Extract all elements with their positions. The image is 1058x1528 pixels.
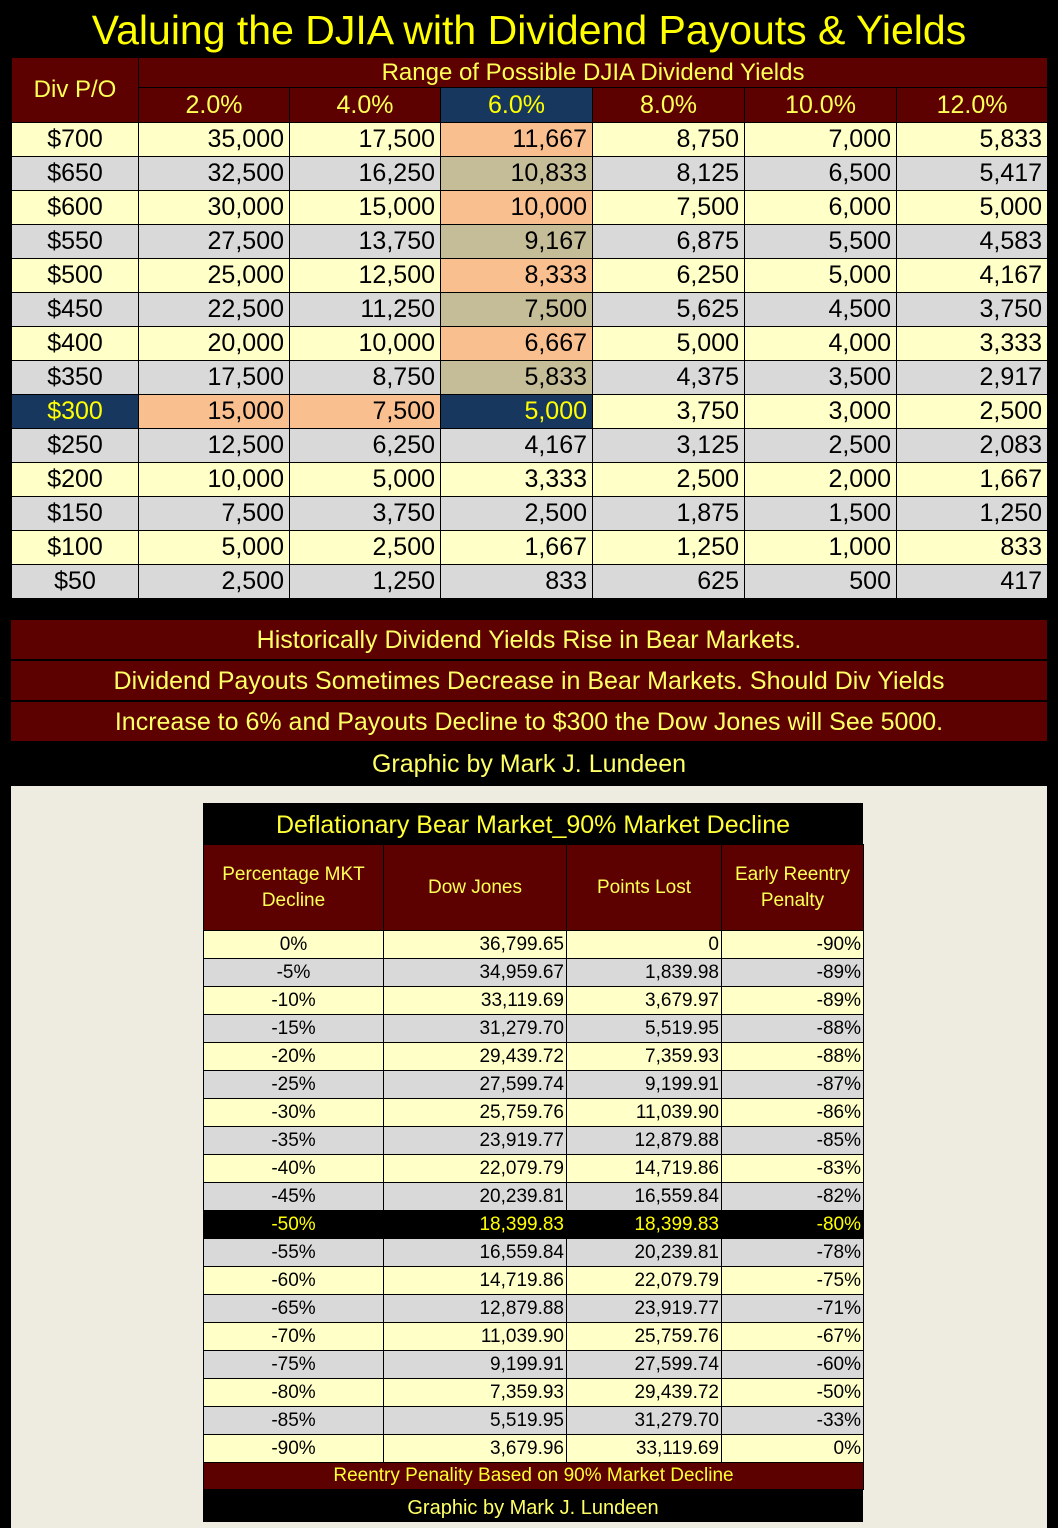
page-title: Valuing the DJIA with Dividend Payouts & Yields: [91, 7, 967, 53]
decline-pct-cell: -55%: [204, 1239, 384, 1267]
payout-cell: $50: [12, 565, 139, 599]
value-cell: 2,500: [139, 565, 290, 599]
value-cell: 2,917: [897, 361, 1048, 395]
value-cell: 2,000: [745, 463, 897, 497]
value-cell: 3,750: [897, 293, 1048, 327]
dow-value-cell: 5,519.95: [384, 1407, 567, 1435]
value-cell: 6,250: [593, 259, 745, 293]
table-row: [12, 225, 1048, 259]
column-header: Points Lost: [567, 845, 722, 931]
decline-pct-cell: -40%: [204, 1155, 384, 1183]
value-cell: 7,500: [593, 191, 745, 225]
value-cell: 5,417: [897, 157, 1048, 191]
penalty-cell: -33%: [722, 1407, 864, 1435]
table-row: [204, 1239, 864, 1267]
table-footer-row: [204, 1463, 864, 1490]
value-cell: 833: [897, 531, 1048, 565]
value-cell: 7,500: [441, 293, 593, 327]
payout-cell: $250: [12, 429, 139, 463]
points-lost-cell: 29,439.72: [567, 1379, 722, 1407]
credit-top: Graphic by Mark J. Lundeen: [371, 750, 687, 778]
value-cell: 625: [593, 565, 745, 599]
value-cell: 3,500: [745, 361, 897, 395]
value-cell: 5,000: [290, 463, 441, 497]
value-cell: 2,500: [290, 531, 441, 565]
penalty-cell: -90%: [722, 931, 864, 959]
corner-label: Div P/O: [12, 58, 139, 123]
payout-cell: $350: [12, 361, 139, 395]
value-cell: 5,000: [139, 531, 290, 565]
value-cell: 8,333: [441, 259, 593, 293]
penalty-cell: -50%: [722, 1379, 864, 1407]
table-row: [12, 293, 1048, 327]
value-cell: 1,667: [897, 463, 1048, 497]
table-row: [12, 157, 1048, 191]
penalty-cell: -87%: [722, 1071, 864, 1099]
table-row: [12, 497, 1048, 531]
yield-header: 2.0%: [139, 88, 290, 123]
yield-header: 6.0%: [441, 88, 593, 123]
decline-pct-cell: -25%: [204, 1071, 384, 1099]
decline-pct-cell: -15%: [204, 1015, 384, 1043]
value-cell: 35,000: [139, 123, 290, 157]
column-header: Percentage MKT Decline: [204, 845, 384, 931]
value-cell: 10,833: [441, 157, 593, 191]
penalty-cell: -78%: [722, 1239, 864, 1267]
points-lost-cell: 22,079.79: [567, 1267, 722, 1295]
yield-header: 4.0%: [290, 88, 441, 123]
value-cell: 3,000: [745, 395, 897, 429]
table-row: [204, 1155, 864, 1183]
dow-value-cell: 23,919.77: [384, 1127, 567, 1155]
penalty-cell: -86%: [722, 1099, 864, 1127]
note-line: Increase to 6% and Payouts Decline to $300 the Dow Jones will See 5000.: [11, 700, 1047, 741]
decline-table: [203, 844, 864, 1490]
dow-value-cell: 20,239.81: [384, 1183, 567, 1211]
value-cell: 7,500: [139, 497, 290, 531]
value-cell: 4,583: [897, 225, 1048, 259]
credit-bottom: Graphic by Mark J. Lundeen: [407, 1497, 659, 1519]
decline-pct-cell: -60%: [204, 1267, 384, 1295]
value-cell: 11,667: [441, 123, 593, 157]
dow-value-cell: 25,759.76: [384, 1099, 567, 1127]
value-cell: 3,333: [441, 463, 593, 497]
value-cell: 1,500: [745, 497, 897, 531]
decline-pct-cell: -5%: [204, 959, 384, 987]
payout-cell: $300: [12, 395, 139, 429]
value-cell: 11,250: [290, 293, 441, 327]
value-cell: 3,750: [290, 497, 441, 531]
payout-cell: $500: [12, 259, 139, 293]
penalty-cell: -80%: [722, 1211, 864, 1239]
penalty-cell: -89%: [722, 959, 864, 987]
dow-value-cell: 3,679.96: [384, 1435, 567, 1463]
value-cell: 10,000: [441, 191, 593, 225]
points-lost-cell: 11,039.90: [567, 1099, 722, 1127]
value-cell: 8,125: [593, 157, 745, 191]
table-row: [12, 327, 1048, 361]
table-row: [12, 463, 1048, 497]
dow-value-cell: 36,799.65: [384, 931, 567, 959]
payout-cell: $200: [12, 463, 139, 497]
dow-value-cell: 18,399.83: [384, 1211, 567, 1239]
decline-pct-cell: -65%: [204, 1295, 384, 1323]
value-cell: 8,750: [593, 123, 745, 157]
value-cell: 1,875: [593, 497, 745, 531]
table-row: [12, 395, 1048, 429]
yield-header: 8.0%: [593, 88, 745, 123]
table-row: [12, 565, 1048, 599]
points-lost-cell: 33,119.69: [567, 1435, 722, 1463]
value-cell: 16,250: [290, 157, 441, 191]
dow-value-cell: 14,719.86: [384, 1267, 567, 1295]
note-line: Dividend Payouts Sometimes Decrease in Bear Markets. Should Div Yields: [11, 659, 1047, 700]
payout-cell: $400: [12, 327, 139, 361]
value-cell: 32,500: [139, 157, 290, 191]
value-cell: 833: [441, 565, 593, 599]
table-row: [204, 987, 864, 1015]
penalty-cell: -75%: [722, 1267, 864, 1295]
value-cell: 15,000: [139, 395, 290, 429]
value-cell: 12,500: [290, 259, 441, 293]
value-cell: 20,000: [139, 327, 290, 361]
value-cell: 5,625: [593, 293, 745, 327]
table-row: [204, 1043, 864, 1071]
value-cell: 5,000: [441, 395, 593, 429]
table-row: [12, 191, 1048, 225]
value-cell: 1,000: [745, 531, 897, 565]
value-cell: 6,000: [745, 191, 897, 225]
decline-pct-cell: -20%: [204, 1043, 384, 1071]
value-cell: 5,000: [593, 327, 745, 361]
column-header: Early Reentry Penalty: [722, 845, 864, 931]
decline-pct-cell: -75%: [204, 1351, 384, 1379]
table-row: [204, 1015, 864, 1043]
decline-pct-cell: -10%: [204, 987, 384, 1015]
value-cell: 15,000: [290, 191, 441, 225]
dow-value-cell: 7,359.93: [384, 1379, 567, 1407]
dow-value-cell: 16,559.84: [384, 1239, 567, 1267]
dow-value-cell: 9,199.91: [384, 1351, 567, 1379]
decline-pct-cell: -85%: [204, 1407, 384, 1435]
dow-value-cell: 31,279.70: [384, 1015, 567, 1043]
value-cell: 30,000: [139, 191, 290, 225]
payout-cell: $650: [12, 157, 139, 191]
decline-pct-cell: -70%: [204, 1323, 384, 1351]
dow-value-cell: 27,599.74: [384, 1071, 567, 1099]
payout-cell: $600: [12, 191, 139, 225]
value-cell: 6,875: [593, 225, 745, 259]
points-lost-cell: 5,519.95: [567, 1015, 722, 1043]
points-lost-cell: 18,399.83: [567, 1211, 722, 1239]
points-lost-cell: 14,719.86: [567, 1155, 722, 1183]
penalty-cell: 0%: [722, 1435, 864, 1463]
value-cell: 5,000: [897, 191, 1048, 225]
table-row: [204, 1435, 864, 1463]
table-row: [12, 429, 1048, 463]
value-cell: 7,500: [290, 395, 441, 429]
payout-cell: $150: [12, 497, 139, 531]
value-cell: 10,000: [290, 327, 441, 361]
value-cell: 6,500: [745, 157, 897, 191]
points-lost-cell: 31,279.70: [567, 1407, 722, 1435]
table-row: [204, 1127, 864, 1155]
dow-value-cell: 12,879.88: [384, 1295, 567, 1323]
table-footer: Reentry Penality Based on 90% Market Decline: [204, 1463, 864, 1490]
table-row: [204, 1183, 864, 1211]
decline-pct-cell: -35%: [204, 1127, 384, 1155]
table-row: [204, 1099, 864, 1127]
value-cell: 417: [897, 565, 1048, 599]
value-cell: 1,250: [897, 497, 1048, 531]
value-cell: 12,500: [139, 429, 290, 463]
dow-value-cell: 22,079.79: [384, 1155, 567, 1183]
table-row: [12, 259, 1048, 293]
decline-pct-cell: -45%: [204, 1183, 384, 1211]
penalty-cell: -82%: [722, 1183, 864, 1211]
note-line: Historically Dividend Yields Rise in Bear Markets.: [11, 618, 1047, 659]
penalty-cell: -88%: [722, 1015, 864, 1043]
value-cell: 8,750: [290, 361, 441, 395]
yield-header: 10.0%: [745, 88, 897, 123]
payout-cell: $100: [12, 531, 139, 565]
dividend-yield-table: [11, 57, 1048, 599]
table-row: [204, 1407, 864, 1435]
table-row: [12, 531, 1048, 565]
table-row: [204, 1351, 864, 1379]
value-cell: 2,083: [897, 429, 1048, 463]
table-row: [204, 1295, 864, 1323]
value-cell: 4,500: [745, 293, 897, 327]
value-cell: 7,000: [745, 123, 897, 157]
points-lost-cell: 0: [567, 931, 722, 959]
value-cell: 2,500: [745, 429, 897, 463]
value-cell: 2,500: [441, 497, 593, 531]
value-cell: 4,167: [897, 259, 1048, 293]
value-cell: 1,250: [290, 565, 441, 599]
points-lost-cell: 27,599.74: [567, 1351, 722, 1379]
table-row: [204, 1211, 864, 1239]
points-lost-cell: 3,679.97: [567, 987, 722, 1015]
value-cell: 6,667: [441, 327, 593, 361]
points-lost-cell: 12,879.88: [567, 1127, 722, 1155]
value-cell: 1,667: [441, 531, 593, 565]
value-cell: 27,500: [139, 225, 290, 259]
value-cell: 5,500: [745, 225, 897, 259]
value-cell: 3,333: [897, 327, 1048, 361]
penalty-cell: -85%: [722, 1127, 864, 1155]
table-row: [12, 123, 1048, 157]
penalty-cell: -83%: [722, 1155, 864, 1183]
points-lost-cell: 25,759.76: [567, 1323, 722, 1351]
value-cell: 4,000: [745, 327, 897, 361]
table-row: [12, 361, 1048, 395]
penalty-cell: -88%: [722, 1043, 864, 1071]
yield-header: 12.0%: [897, 88, 1048, 123]
dow-value-cell: 11,039.90: [384, 1323, 567, 1351]
table-row: [204, 1071, 864, 1099]
table-row: [204, 1323, 864, 1351]
value-cell: 4,167: [441, 429, 593, 463]
value-cell: 10,000: [139, 463, 290, 497]
column-header: Dow Jones: [384, 845, 567, 931]
points-lost-cell: 20,239.81: [567, 1239, 722, 1267]
value-cell: 13,750: [290, 225, 441, 259]
decline-pct-cell: -30%: [204, 1099, 384, 1127]
range-label: Range of Possible DJIA Dividend Yields: [139, 58, 1048, 88]
penalty-cell: -71%: [722, 1295, 864, 1323]
value-cell: 3,750: [593, 395, 745, 429]
dow-value-cell: 34,959.67: [384, 959, 567, 987]
value-cell: 5,833: [897, 123, 1048, 157]
dow-value-cell: 33,119.69: [384, 987, 567, 1015]
points-lost-cell: 7,359.93: [567, 1043, 722, 1071]
value-cell: 2,500: [897, 395, 1048, 429]
payout-cell: $550: [12, 225, 139, 259]
penalty-cell: -67%: [722, 1323, 864, 1351]
value-cell: 5,000: [745, 259, 897, 293]
decline-pct-cell: 0%: [204, 931, 384, 959]
table-row: [204, 1379, 864, 1407]
table-row: [204, 1267, 864, 1295]
table-row: [204, 959, 864, 987]
points-lost-cell: 16,559.84: [567, 1183, 722, 1211]
decline-pct-cell: -80%: [204, 1379, 384, 1407]
decline-pct-cell: -90%: [204, 1435, 384, 1463]
value-cell: 25,000: [139, 259, 290, 293]
notes-block: [11, 618, 1047, 741]
value-cell: 3,125: [593, 429, 745, 463]
value-cell: 17,500: [290, 123, 441, 157]
decline-table-title: Deflationary Bear Market_90% Market Decline: [275, 811, 791, 839]
value-cell: 6,250: [290, 429, 441, 463]
payout-cell: $450: [12, 293, 139, 327]
penalty-cell: -89%: [722, 987, 864, 1015]
table-row: [204, 931, 864, 959]
penalty-cell: -60%: [722, 1351, 864, 1379]
value-cell: 9,167: [441, 225, 593, 259]
dow-value-cell: 29,439.72: [384, 1043, 567, 1071]
value-cell: 4,375: [593, 361, 745, 395]
value-cell: 17,500: [139, 361, 290, 395]
value-cell: 2,500: [593, 463, 745, 497]
decline-pct-cell: -50%: [204, 1211, 384, 1239]
points-lost-cell: 23,919.77: [567, 1295, 722, 1323]
value-cell: 500: [745, 565, 897, 599]
payout-cell: $700: [12, 123, 139, 157]
value-cell: 1,250: [593, 531, 745, 565]
value-cell: 5,833: [441, 361, 593, 395]
value-cell: 22,500: [139, 293, 290, 327]
points-lost-cell: 1,839.98: [567, 959, 722, 987]
points-lost-cell: 9,199.91: [567, 1071, 722, 1099]
